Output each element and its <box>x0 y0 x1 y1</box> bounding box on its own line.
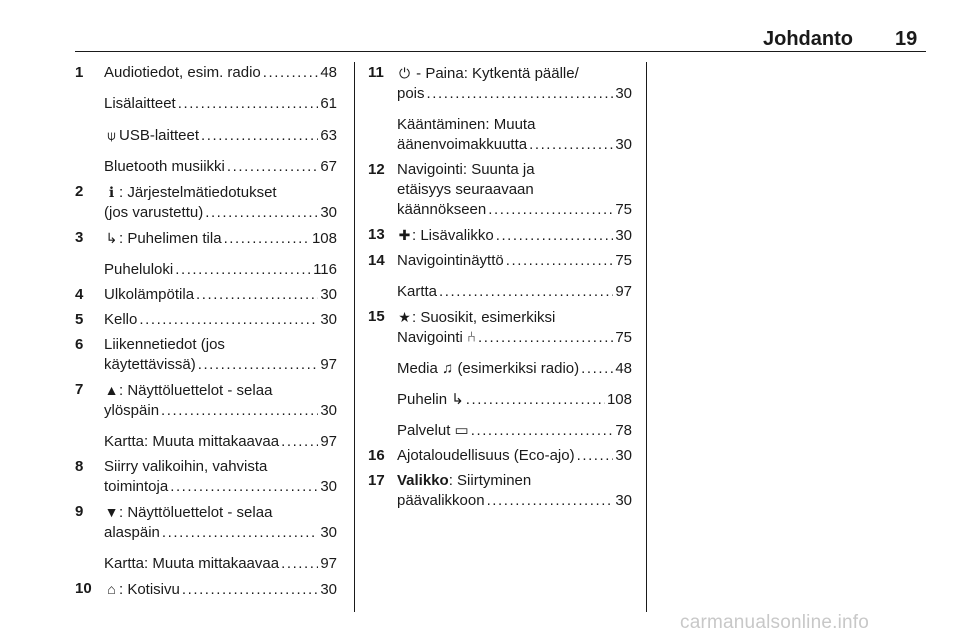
entry-body <box>397 390 632 410</box>
entry-label: : Suosikit, esimerkiksi <box>412 309 556 326</box>
entry-body <box>104 94 337 114</box>
entry-line <box>397 225 632 246</box>
entry-line <box>104 125 337 146</box>
index-entry <box>75 260 337 280</box>
entry-label: Liikennetiedot (jos <box>104 336 225 353</box>
entry-line <box>397 359 632 379</box>
page-reference: 108 <box>606 391 632 408</box>
entry-text <box>397 225 494 246</box>
spacer <box>75 114 337 125</box>
entry-text <box>397 84 425 104</box>
entry-label: pois <box>397 85 425 102</box>
entry-text <box>104 457 267 477</box>
page-number: 19 <box>895 28 918 50</box>
dot-leader <box>227 157 318 177</box>
entry-text <box>397 251 504 271</box>
entry-text <box>397 180 534 200</box>
entry-line <box>104 63 337 83</box>
index-entry <box>75 502 337 543</box>
entry-text <box>104 477 168 497</box>
dot-leader <box>175 260 311 280</box>
entry-text <box>397 491 485 511</box>
spacer <box>368 104 632 115</box>
entry-label: Kartta: Muuta mittakaavaa <box>104 555 280 572</box>
entry-text <box>104 94 176 114</box>
entry-body <box>104 63 337 83</box>
entry-line <box>104 523 337 543</box>
index-entry <box>75 182 337 223</box>
entry-line <box>397 471 632 491</box>
entry-body <box>104 457 337 497</box>
entry-text <box>397 200 486 220</box>
entry-text <box>397 115 535 135</box>
entry-body <box>397 160 632 220</box>
page-reference: 30 <box>320 581 337 598</box>
entry-number: 16 <box>368 447 385 464</box>
entry-body <box>397 359 632 379</box>
index-entry <box>368 359 632 379</box>
entry-label: Bluetooth musiikki <box>104 158 225 175</box>
entry-label: Audiotiedot, esim. radio <box>104 64 261 81</box>
index-column-right <box>368 63 632 511</box>
index-entry <box>75 432 337 452</box>
index-entry <box>75 94 337 114</box>
dot-leader <box>170 477 318 497</box>
index-entry <box>368 390 632 410</box>
spacer <box>75 421 337 432</box>
entry-line <box>104 157 337 177</box>
entry-text <box>104 203 203 223</box>
index-entry <box>368 307 632 348</box>
index-entry <box>75 228 337 249</box>
entry-text <box>104 401 159 421</box>
entry-line <box>397 328 632 348</box>
entry-text <box>104 63 261 83</box>
entry-number: 15 <box>368 308 385 325</box>
entry-number: 4 <box>75 286 84 303</box>
phone-icon: ↳ <box>105 230 118 246</box>
watermark: carmanualsonline.info <box>680 612 870 633</box>
entry-body <box>104 502 337 543</box>
entry-text <box>104 554 279 574</box>
page-reference: 75 <box>615 201 632 218</box>
entry-text <box>397 160 535 180</box>
index-entry <box>75 125 337 146</box>
dot-leader <box>196 285 318 305</box>
page-reference: 63 <box>320 127 337 144</box>
entry-line <box>104 380 337 401</box>
entry-label: ylöspäin <box>104 402 160 419</box>
dot-leader <box>427 84 614 104</box>
entry-number <box>368 282 397 302</box>
entry-line <box>104 502 337 523</box>
entry-body <box>397 421 632 441</box>
info-icon: ℹ <box>108 184 115 200</box>
power-icon: ⏻ <box>398 65 411 81</box>
entry-number <box>75 157 104 177</box>
page-reference: 67 <box>320 158 337 175</box>
column-divider <box>646 62 647 612</box>
dot-leader <box>439 282 613 302</box>
entry-line <box>397 160 632 180</box>
entry-line <box>104 554 337 574</box>
page-reference: 30 <box>320 402 337 419</box>
page-reference: 108 <box>311 230 337 247</box>
entry-label: Kartta: Muuta mittakaavaa <box>104 433 280 450</box>
entry-label: : Näyttöluettelot - selaa <box>119 504 273 521</box>
entry-label: Siirry valikoihin, vahvista <box>104 458 268 475</box>
entry-text <box>104 502 272 523</box>
index-entry <box>75 335 337 375</box>
page-reference: 97 <box>615 283 632 300</box>
entry-line <box>397 446 632 466</box>
entry-label: Navigointi: Suunta ja <box>397 161 535 178</box>
entry-body <box>104 579 337 600</box>
page-reference: 30 <box>615 227 632 244</box>
entry-label: Puheluloki <box>104 261 174 278</box>
entry-text <box>397 446 575 466</box>
entry-body <box>397 63 632 104</box>
entry-line <box>397 200 632 220</box>
entry-label: : Näyttöluettelot - selaa <box>119 382 273 399</box>
entry-number <box>368 115 397 155</box>
index-entry <box>368 160 632 220</box>
entry-line <box>397 307 632 328</box>
entry-label: : Kotisivu <box>119 581 180 598</box>
entry-label: Navigointinäyttö <box>397 252 504 269</box>
entry-body <box>397 225 632 246</box>
page-reference: 30 <box>320 478 337 495</box>
page-reference: 61 <box>320 95 337 112</box>
entry-line <box>104 432 337 452</box>
entry-line <box>397 421 632 441</box>
spacer <box>75 83 337 94</box>
plus-icon: ✚ <box>398 227 411 243</box>
entry-label: Lisälaitteet <box>104 95 176 112</box>
index-entry <box>368 63 632 104</box>
entry-body <box>104 335 337 375</box>
index-entry <box>368 115 632 155</box>
dot-leader <box>487 491 614 511</box>
star-icon: ★ <box>398 309 411 325</box>
page-reference: 75 <box>615 252 632 269</box>
entry-label: USB-laitteet <box>119 127 200 144</box>
page-reference: 30 <box>320 204 337 221</box>
entry-text <box>104 579 180 600</box>
entry-label: Puhelin ↳ <box>397 391 464 408</box>
page-reference: 30 <box>615 136 632 153</box>
entry-number <box>368 421 397 441</box>
entry-number: 13 <box>368 226 385 243</box>
entry-body <box>104 380 337 421</box>
entry-text <box>104 380 272 401</box>
entry-number: 14 <box>368 252 385 269</box>
arrow-up-icon: ▲ <box>104 382 119 398</box>
entry-line <box>397 180 632 200</box>
entry-text <box>397 471 531 491</box>
dot-leader <box>529 135 613 155</box>
spacer <box>368 348 632 359</box>
entry-text <box>104 310 137 330</box>
dot-leader <box>224 229 310 249</box>
dot-leader <box>281 554 318 574</box>
entry-text <box>104 285 194 305</box>
dot-leader <box>577 446 614 466</box>
spacer <box>75 543 337 554</box>
dot-leader <box>178 94 319 114</box>
entry-body <box>397 446 632 466</box>
entry-number: 10 <box>75 580 92 597</box>
entry-label: päävalikkoon <box>397 492 485 509</box>
home-icon: ⌂ <box>107 581 116 597</box>
entry-body <box>104 285 337 305</box>
column-divider <box>354 62 355 612</box>
dot-leader <box>139 310 318 330</box>
entry-label: Palvelut ▭ <box>397 422 469 439</box>
entry-line <box>104 401 337 421</box>
index-entry <box>75 157 337 177</box>
entry-text <box>104 523 160 543</box>
entry-line <box>104 335 337 355</box>
page-reference: 116 <box>313 261 337 278</box>
dot-leader <box>205 203 318 223</box>
entry-line <box>104 182 337 203</box>
entry-text <box>104 125 199 146</box>
dot-leader <box>161 401 318 421</box>
entry-body <box>397 251 632 271</box>
spacer <box>75 249 337 260</box>
entry-text <box>397 328 476 348</box>
entry-number: 2 <box>75 183 84 200</box>
index-entry <box>75 285 337 305</box>
entry-line <box>104 94 337 114</box>
entry-number <box>75 125 104 146</box>
entry-label: - Paina: Kytkentä päälle/ <box>412 65 579 82</box>
arrow-down-icon: ▼ <box>104 504 119 520</box>
entry-text <box>104 432 279 452</box>
entry-line <box>104 579 337 600</box>
entry-text <box>104 335 225 355</box>
entry-label: käännökseen <box>397 201 487 218</box>
entry-text <box>104 355 196 375</box>
entry-line <box>397 84 632 104</box>
page-reference: 97 <box>320 555 337 572</box>
entry-text <box>397 63 579 84</box>
usb-icon: ⍦ <box>107 127 116 143</box>
dot-leader <box>478 328 613 348</box>
entry-number: 1 <box>75 64 84 81</box>
entry-body <box>397 471 632 511</box>
entry-line <box>104 355 337 375</box>
page-header <box>0 0 960 50</box>
page-reference: 30 <box>615 492 632 509</box>
entry-text <box>104 157 225 177</box>
page-reference: 78 <box>615 422 632 439</box>
entry-number <box>75 94 104 114</box>
entry-label: (jos varustettu) <box>104 204 204 221</box>
entry-text <box>104 260 173 280</box>
entry-body <box>104 182 337 223</box>
entry-label: Kello <box>104 311 138 328</box>
page-reference: 30 <box>615 447 632 464</box>
entry-line <box>397 135 632 155</box>
entry-line <box>104 228 337 249</box>
page-reference: 48 <box>320 64 337 81</box>
entry-body <box>104 228 337 249</box>
dot-leader <box>198 355 319 375</box>
entry-label: Kartta <box>397 283 438 300</box>
entry-label: käytettävissä) <box>104 356 196 373</box>
page-reference: 30 <box>320 286 337 303</box>
page-reference: 30 <box>320 311 337 328</box>
section-title: Johdanto <box>763 28 853 50</box>
entry-text <box>397 135 527 155</box>
entry-label: : Järjestelmätiedotukset <box>119 184 277 201</box>
index-entry <box>368 421 632 441</box>
entry-body <box>104 432 337 452</box>
entry-text <box>397 421 469 441</box>
dot-leader <box>496 226 614 246</box>
entry-body <box>104 554 337 574</box>
dot-leader <box>263 63 319 83</box>
entry-body <box>104 310 337 330</box>
entry-line <box>397 115 632 135</box>
entry-body <box>397 115 632 155</box>
entry-number: 6 <box>75 336 84 353</box>
spacer <box>368 379 632 390</box>
index-entry <box>75 310 337 330</box>
header-divider <box>75 51 926 52</box>
page-reference: 30 <box>615 85 632 102</box>
entry-number <box>75 260 104 280</box>
entry-number: 17 <box>368 472 385 489</box>
index-entry <box>75 554 337 574</box>
entry-body <box>104 157 337 177</box>
spacer <box>75 146 337 157</box>
bold-term: Valikko <box>397 472 449 489</box>
entry-number <box>368 390 397 410</box>
entry-number <box>368 359 397 379</box>
entry-text <box>397 359 579 379</box>
page-reference: 97 <box>320 356 337 373</box>
entry-number: 3 <box>75 229 84 246</box>
page-reference: 48 <box>615 360 632 377</box>
entry-number: 7 <box>75 381 84 398</box>
entry-label: äänenvoimakkuutta <box>397 136 528 153</box>
dot-leader <box>182 580 318 600</box>
entry-label: Media ♫ (esimerkiksi radio) <box>397 360 580 377</box>
page-reference: 97 <box>320 433 337 450</box>
entry-body <box>104 260 337 280</box>
index-entry <box>368 251 632 271</box>
index-entry <box>368 471 632 511</box>
entry-line <box>104 477 337 497</box>
entry-label: toimintoja <box>104 478 169 495</box>
entry-line <box>104 457 337 477</box>
entry-number <box>75 432 104 452</box>
entry-label: : Puhelimen tila <box>119 230 222 247</box>
entry-line <box>397 251 632 271</box>
page-reference: 75 <box>615 329 632 346</box>
entry-number: 9 <box>75 503 84 520</box>
entry-label: Ajotaloudellisuus (Eco-ajo) <box>397 447 575 464</box>
index-column-left <box>75 63 337 600</box>
dot-leader <box>581 359 613 379</box>
entry-number: 11 <box>368 64 384 81</box>
entry-line <box>104 310 337 330</box>
entry-text <box>397 307 555 328</box>
entry-number: 8 <box>75 458 84 475</box>
dot-leader <box>281 432 318 452</box>
entry-number: 5 <box>75 311 84 328</box>
entry-line <box>104 260 337 280</box>
index-entry <box>75 579 337 600</box>
entry-line <box>104 285 337 305</box>
index-entry <box>75 380 337 421</box>
page-reference: 30 <box>320 524 337 541</box>
entry-label: Ulkolämpötila <box>104 286 195 303</box>
entry-label: alaspäin <box>104 524 160 541</box>
index-entry <box>75 63 337 83</box>
entry-body <box>397 282 632 302</box>
index-entry <box>368 446 632 466</box>
dot-leader <box>466 390 605 410</box>
entry-label: etäisyys seuraavaan <box>397 181 534 198</box>
entry-number <box>75 554 104 574</box>
dot-leader <box>162 523 318 543</box>
spacer <box>368 410 632 421</box>
entry-text <box>104 228 222 249</box>
entry-label: Navigointi ⑃ <box>397 329 477 346</box>
entry-number: 12 <box>368 161 385 178</box>
entry-text <box>397 282 437 302</box>
entry-body <box>397 307 632 348</box>
entry-line <box>104 203 337 223</box>
dot-leader <box>488 200 613 220</box>
index-entry <box>368 225 632 246</box>
index-entry <box>75 457 337 497</box>
entry-line <box>397 63 632 84</box>
entry-line <box>397 282 632 302</box>
entry-text <box>104 182 277 203</box>
entry-text <box>397 390 464 410</box>
entry-label: Kääntäminen: Muuta <box>397 116 536 133</box>
entry-label: : Lisävalikko <box>412 227 494 244</box>
index-entry <box>368 282 632 302</box>
dot-leader <box>201 126 318 146</box>
entry-label: : Siirtyminen <box>448 472 532 489</box>
entry-line <box>397 390 632 410</box>
dot-leader <box>471 421 614 441</box>
entry-line <box>397 491 632 511</box>
spacer <box>368 271 632 282</box>
dot-leader <box>506 251 614 271</box>
entry-body <box>104 125 337 146</box>
